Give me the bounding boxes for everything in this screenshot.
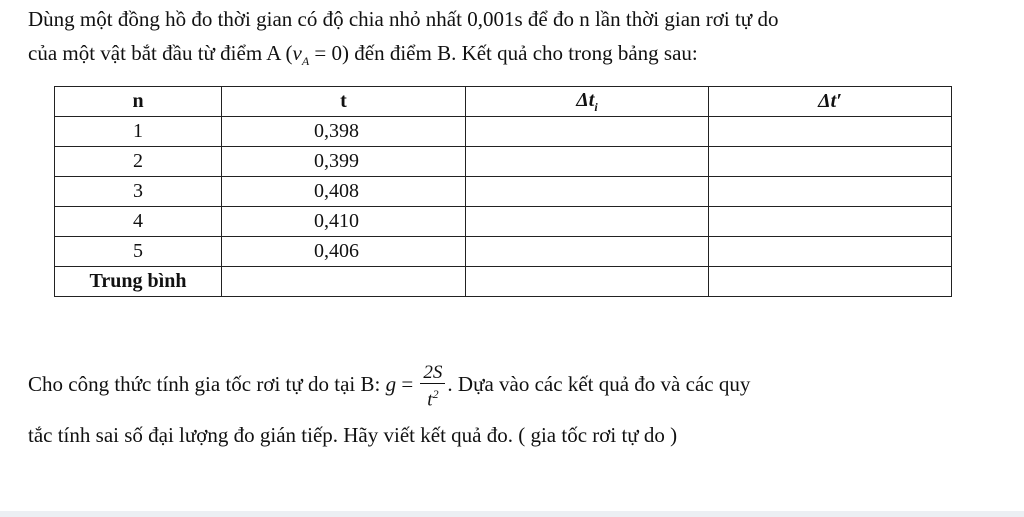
formula-line-1 <box>28 356 750 412</box>
header-delta-ti: $\Delta t_i$ <box>466 87 709 117</box>
header-t: t <box>222 87 466 117</box>
cell-n: 5 <box>55 237 222 267</box>
cell-delta-t-prime <box>709 117 952 147</box>
formula-intro: Cho công thức tính gia tốc rơi tự do tại B: <box>28 372 386 396</box>
problem-statement <box>28 2 778 78</box>
cell-delta-t-prime <box>709 177 952 207</box>
cell-delta-ti <box>466 237 709 267</box>
cell-delta-ti <box>466 147 709 177</box>
table-footer-row <box>55 267 952 297</box>
cell-delta-t-prime <box>709 207 952 237</box>
cell-t: 0,410 <box>222 207 466 237</box>
average-label: Trung bình <box>55 267 222 297</box>
cell-delta-ti <box>466 207 709 237</box>
table-row <box>55 117 952 147</box>
problem-line-2 <box>28 36 778 78</box>
velocity-subscript: A <box>301 54 310 69</box>
velocity-symbol: v <box>292 41 302 65</box>
average-delta-ti <box>466 267 709 297</box>
table-header-row <box>55 87 952 117</box>
cell-delta-ti <box>466 177 709 207</box>
cell-n: 3 <box>55 177 222 207</box>
header-delta-t-prime: Δt′ <box>709 87 952 117</box>
average-t <box>222 267 466 297</box>
problem-line-2-start: của một vật bắt đầu từ điểm A ( <box>28 41 293 65</box>
table-row <box>55 147 952 177</box>
cell-delta-ti <box>466 117 709 147</box>
cell-n: 4 <box>55 207 222 237</box>
header-n: n <box>55 87 222 117</box>
average-delta-t-prime <box>709 267 952 297</box>
table-row <box>55 177 952 207</box>
fraction-numerator: 2S <box>420 363 445 384</box>
cell-delta-t-prime <box>709 237 952 267</box>
table-row <box>55 237 952 267</box>
cell-n: 2 <box>55 147 222 177</box>
g-symbol: g <box>385 372 397 396</box>
cell-delta-t-prime <box>709 147 952 177</box>
formula-fraction <box>420 363 445 410</box>
formula-paragraph <box>28 356 750 452</box>
problem-line-1: Dùng một đồng hồ đo thời gian có độ chia nhỏ nhất 0,001s để đo n lần thời gian rơi tự do <box>28 7 779 31</box>
cell-t: 0,399 <box>222 147 466 177</box>
problem-line-2-end: = 0) đến điểm B. Kết quả cho trong bảng sau: <box>309 41 698 65</box>
fraction-denominator: $t^2$ <box>427 386 439 410</box>
formula-tail: . Dựa vào các kết quả đo và các quy <box>447 372 751 396</box>
equals-sign: = <box>396 372 419 396</box>
cell-t: 0,406 <box>222 237 466 267</box>
cell-n: 1 <box>55 117 222 147</box>
cell-t: 0,398 <box>222 117 466 147</box>
table-row <box>55 207 952 237</box>
bottom-bar <box>0 511 1024 517</box>
cell-t: 0,408 <box>222 177 466 207</box>
measurement-table <box>54 86 952 297</box>
formula-line-2: tắc tính sai số đại lượng đo gián tiếp. Hãy viết kết quả đo. ( gia tốc rơi tự do ) <box>28 423 678 447</box>
